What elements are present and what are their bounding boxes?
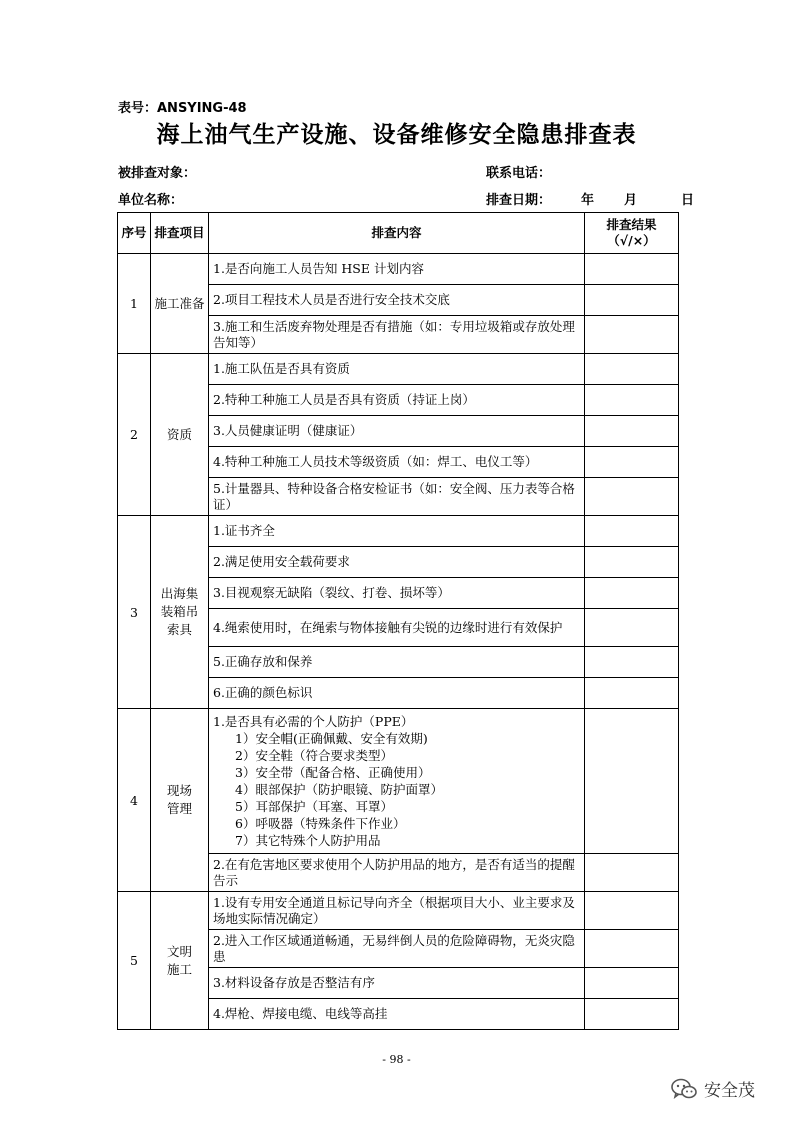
- date-line: [486, 189, 694, 208]
- table-row: [118, 254, 679, 285]
- page-number: - 98 -: [382, 1053, 411, 1066]
- ppe-item: 6）呼吸器（特殊条件下作业）: [235, 816, 406, 831]
- header-item: 排查项目: [151, 213, 209, 254]
- group-number: 4: [118, 709, 151, 892]
- check-content: 4.特种工种施工人员技术等级资质（如：焊工、电仪工等）: [209, 447, 585, 478]
- check-content: 2.特种工种施工人员是否具有资质（持证上岗）: [209, 385, 585, 416]
- header-result: 排查结果 （√/×）: [585, 213, 679, 254]
- check-content: 2.项目工程技术人员是否进行安全技术交底: [209, 285, 585, 316]
- check-content: 4.绳索使用时，在绳索与物体接触有尖锐的边缘时进行有效保护: [209, 609, 585, 647]
- result-cell[interactable]: [585, 478, 679, 516]
- group-item: 现场管理: [151, 709, 209, 892]
- result-cell[interactable]: [585, 892, 679, 930]
- check-content: 3.人员健康证明（健康证）: [209, 416, 585, 447]
- group-item: 资质: [151, 354, 209, 516]
- result-cell[interactable]: [585, 854, 679, 892]
- table-row: [118, 892, 679, 930]
- day-label: 日: [681, 193, 695, 208]
- check-content: 6.正确的颜色标识: [209, 678, 585, 709]
- ppe-item: 7）其它特殊个人防护用品: [235, 833, 381, 848]
- check-content: 1.证书齐全: [209, 516, 585, 547]
- inspection-table: [117, 212, 679, 1030]
- table-header-row: [118, 213, 679, 254]
- check-content: 1.是否向施工人员告知 HSE 计划内容: [209, 254, 585, 285]
- check-content: 1.施工队伍是否具有资质: [209, 354, 585, 385]
- result-cell[interactable]: [585, 385, 679, 416]
- target-label: 被排查对象：: [118, 166, 197, 181]
- table-row: [118, 354, 679, 385]
- check-content: 1.设有专用安全通道且标记导向齐全（根据项目大小、业主要求及场地实际情况确定）: [209, 892, 585, 930]
- group-item: 出海集装箱吊索具: [151, 516, 209, 709]
- result-cell[interactable]: [585, 416, 679, 447]
- form-number: 表号：ANSYING-48: [118, 101, 247, 116]
- check-content: 3.施工和生活废弃物处理是否有措施（如：专用垃圾箱或存放处理告知等）: [209, 316, 585, 354]
- ppe-item: 3）安全带（配备合格、正确使用）: [235, 765, 431, 780]
- ppe-item: 5）耳部保护（耳塞、耳罩）: [235, 799, 393, 814]
- header-content: 排查内容: [209, 213, 585, 254]
- result-cell[interactable]: [585, 354, 679, 385]
- date-label: 排查日期：: [486, 193, 552, 208]
- watermark: [670, 1076, 755, 1101]
- header-no: 序号: [118, 213, 151, 254]
- result-cell[interactable]: [585, 447, 679, 478]
- result-cell[interactable]: [585, 678, 679, 709]
- ppe-item: 1）安全帽(正确佩戴、安全有效期): [235, 731, 428, 746]
- result-cell[interactable]: [585, 547, 679, 578]
- ppe-item: 2）安全鞋（符合要求类型）: [235, 748, 393, 763]
- result-cell[interactable]: [585, 709, 679, 854]
- check-content: 4.焊枪、焊接电缆、电线等高挂: [209, 999, 585, 1030]
- result-cell[interactable]: [585, 647, 679, 678]
- result-cell[interactable]: [585, 999, 679, 1030]
- year-label: 年: [581, 193, 595, 208]
- watermark-text: 安全茂: [704, 1081, 755, 1101]
- result-cell[interactable]: [585, 316, 679, 354]
- wechat-icon: [670, 1077, 698, 1101]
- result-cell[interactable]: [585, 930, 679, 968]
- check-content: 3.目视观察无缺陷（裂纹、打卷、损坏等）: [209, 578, 585, 609]
- result-cell[interactable]: [585, 578, 679, 609]
- group-item: 文明施工: [151, 892, 209, 1030]
- phone-label: 联系电话：: [486, 166, 552, 181]
- check-content: 2.在有危害地区要求使用个人防护用品的地方，是否有适当的提醒告示: [209, 854, 585, 892]
- check-content: 5.正确存放和保养: [209, 647, 585, 678]
- result-cell[interactable]: [585, 254, 679, 285]
- check-content: 2.进入工作区域通道畅通，无易绊倒人员的危险障碍物，无炎灾隐患: [209, 930, 585, 968]
- month-label: 月: [624, 193, 638, 208]
- check-content: 3.材料设备存放是否整洁有序: [209, 968, 585, 999]
- result-cell[interactable]: [585, 516, 679, 547]
- ppe-content: [209, 709, 585, 854]
- ppe-title: 1.是否具有必需的个人防护（PPE）: [213, 714, 414, 729]
- unit-label: 单位名称：: [118, 193, 184, 208]
- table-row: [118, 516, 679, 547]
- check-content: 5.计量器具、特种设备合格安检证书（如：安全阀、压力表等合格证）: [209, 478, 585, 516]
- check-content: 2.满足使用安全载荷要求: [209, 547, 585, 578]
- group-number: 5: [118, 892, 151, 1030]
- group-number: 2: [118, 354, 151, 516]
- ppe-item: 4）眼部保护（防护眼镜、防护面罩）: [235, 782, 443, 797]
- group-number: 3: [118, 516, 151, 709]
- page-title: 海上油气生产设施、设备维修安全隐患排查表: [156, 122, 637, 148]
- group-item: 施工准备: [151, 254, 209, 354]
- table-row: [118, 709, 679, 854]
- result-cell[interactable]: [585, 285, 679, 316]
- result-cell[interactable]: [585, 609, 679, 647]
- group-number: 1: [118, 254, 151, 354]
- result-cell[interactable]: [585, 968, 679, 999]
- table-body: [118, 254, 679, 1030]
